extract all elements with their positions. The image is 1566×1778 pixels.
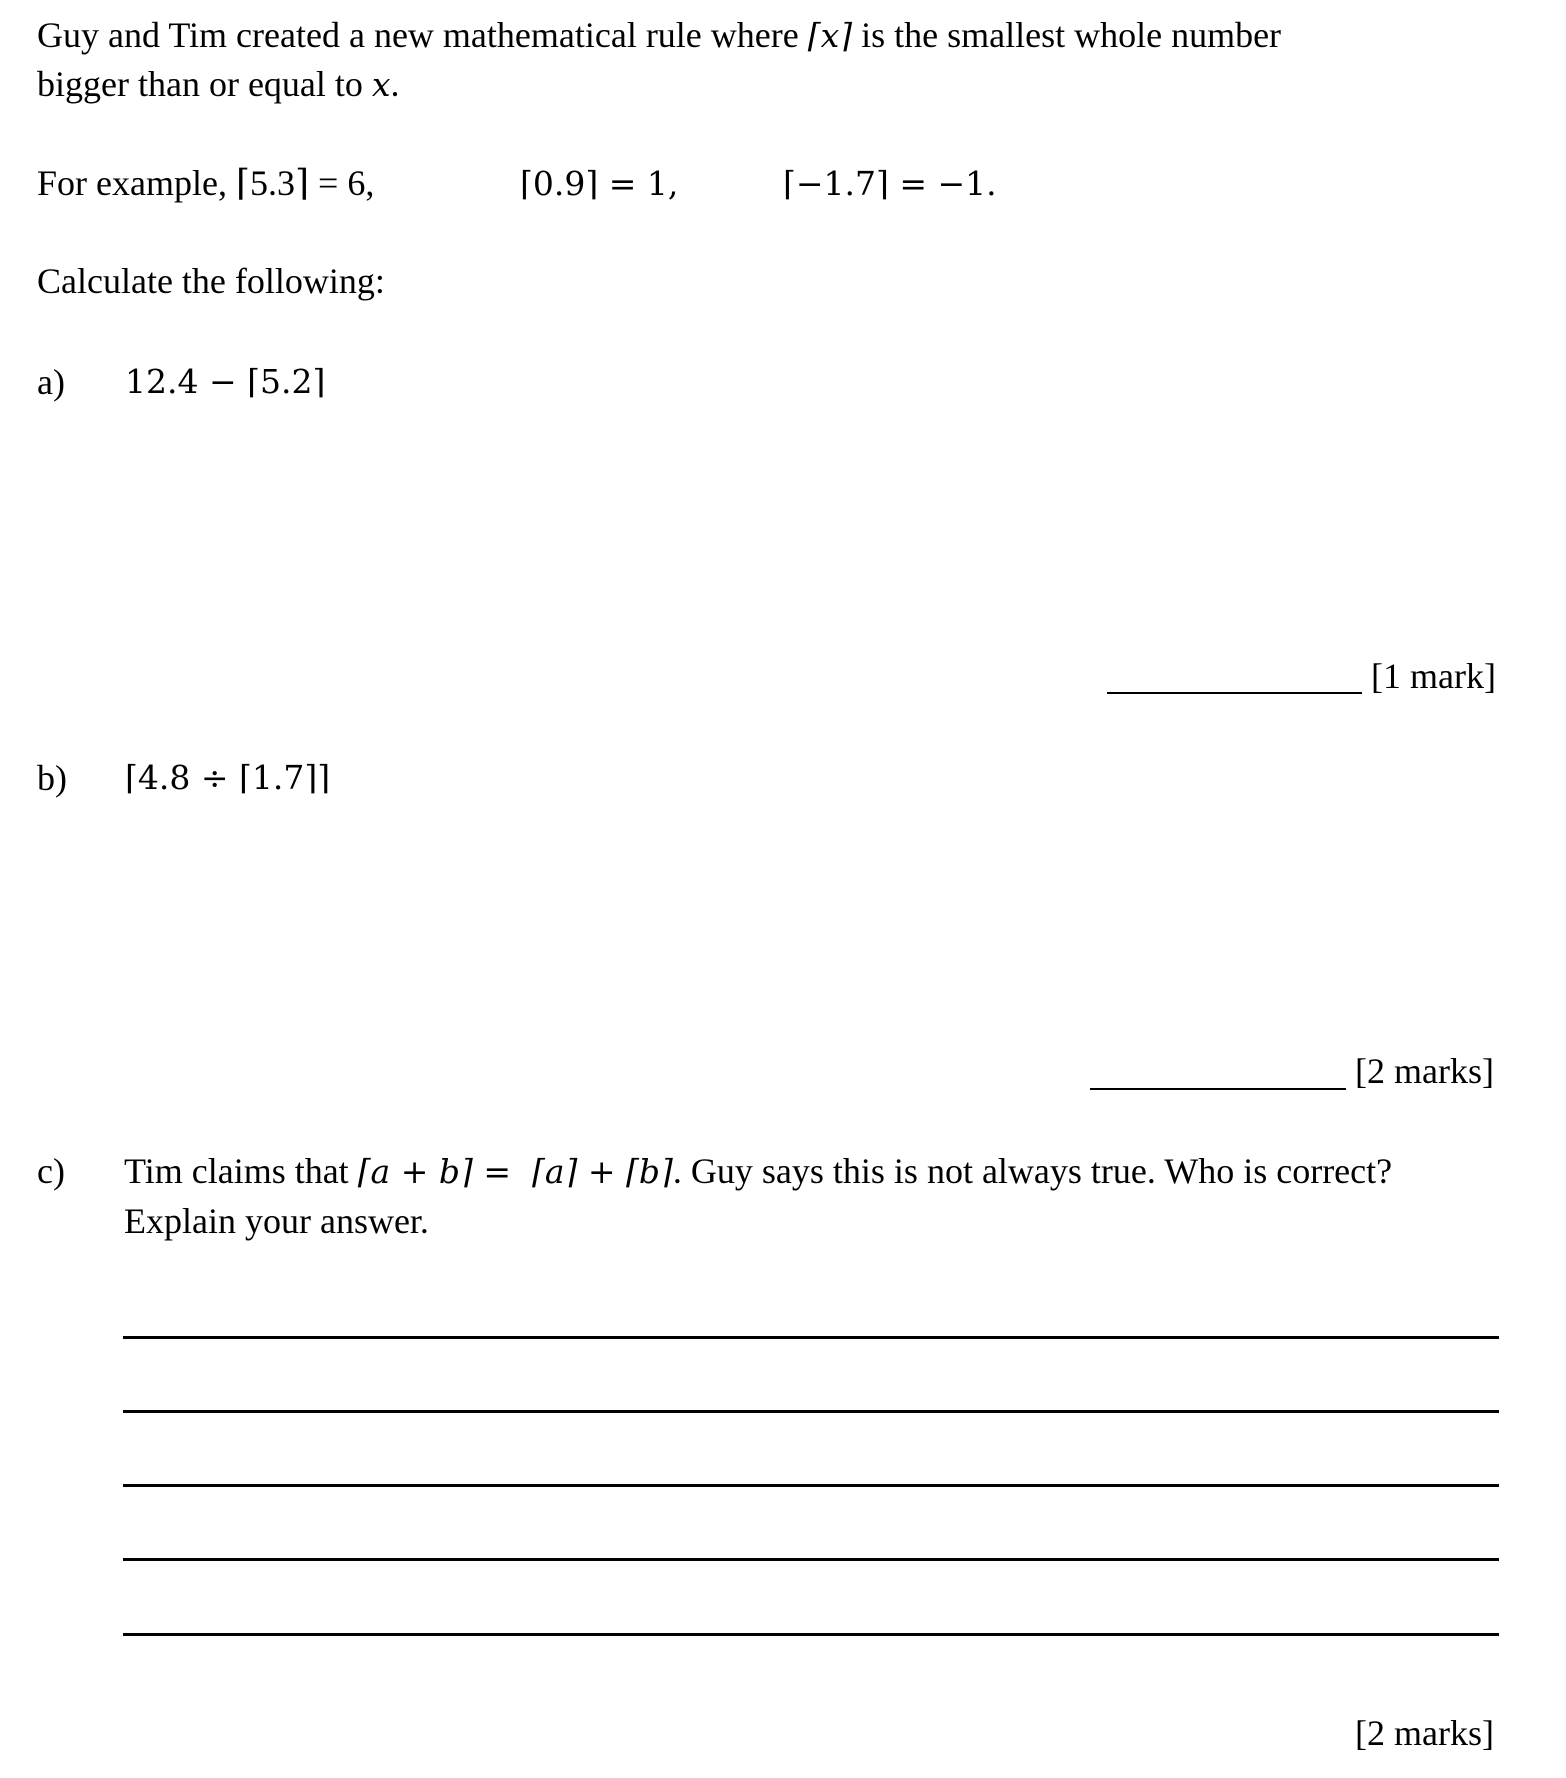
answer-line-b[interactable] xyxy=(1090,1088,1346,1090)
question-b-expression: ⌈4.8 ÷ ⌈1.7⌉⌉ xyxy=(125,758,331,797)
question-c-text: . Guy says this is not always true. Who is correct? xyxy=(672,1151,1393,1191)
example-1: ⌈5.3⌉ = 6, xyxy=(235,163,375,203)
examples-line xyxy=(37,165,374,201)
intro-text: bigger than or equal to xyxy=(37,64,372,104)
example-2: ⌈0.9⌉ = 1, xyxy=(520,164,679,203)
intro-text: . xyxy=(390,64,400,104)
marks-b: [2 marks] xyxy=(1355,1051,1494,1091)
ceiling-x-math: ⌈x⌉ xyxy=(807,16,853,55)
answer-line-c-1[interactable] xyxy=(123,1336,1499,1339)
answer-line-c-4[interactable] xyxy=(123,1558,1499,1561)
question-c-label: c) xyxy=(37,1151,65,1191)
variable-x: x xyxy=(371,65,391,104)
intro-line-1 xyxy=(37,17,1281,53)
question-a-expression: 12.4 − ⌈5.2⌉ xyxy=(125,362,326,401)
question-b-label: b) xyxy=(37,758,67,798)
answer-line-a[interactable] xyxy=(1107,692,1362,694)
answer-line-c-3[interactable] xyxy=(123,1484,1499,1487)
instruction: Calculate the following: xyxy=(37,261,385,301)
ceiling-sum-math: ⌈a + b⌉ = ⌈a⌉ + ⌈b⌉ xyxy=(357,1152,673,1191)
answer-line-c-2[interactable] xyxy=(123,1410,1499,1413)
intro-line-2 xyxy=(37,66,400,102)
answer-line-c-5[interactable] xyxy=(123,1633,1499,1636)
intro-text: Guy and Tim created a new mathematical rule where xyxy=(37,15,808,55)
examples-lead: For example, xyxy=(37,163,236,203)
marks-c: [2 marks] xyxy=(1355,1713,1494,1753)
question-c-line-2: Explain your answer. xyxy=(124,1201,429,1241)
example-3: ⌈−1.7⌉ = −1. xyxy=(783,164,997,203)
question-c-text: Tim claims that xyxy=(124,1151,358,1191)
intro-text: is the smallest whole number xyxy=(852,15,1282,55)
marks-a: [1 mark] xyxy=(1371,656,1496,696)
question-a-label: a) xyxy=(37,362,65,402)
question-c-line-1 xyxy=(124,1153,1392,1189)
